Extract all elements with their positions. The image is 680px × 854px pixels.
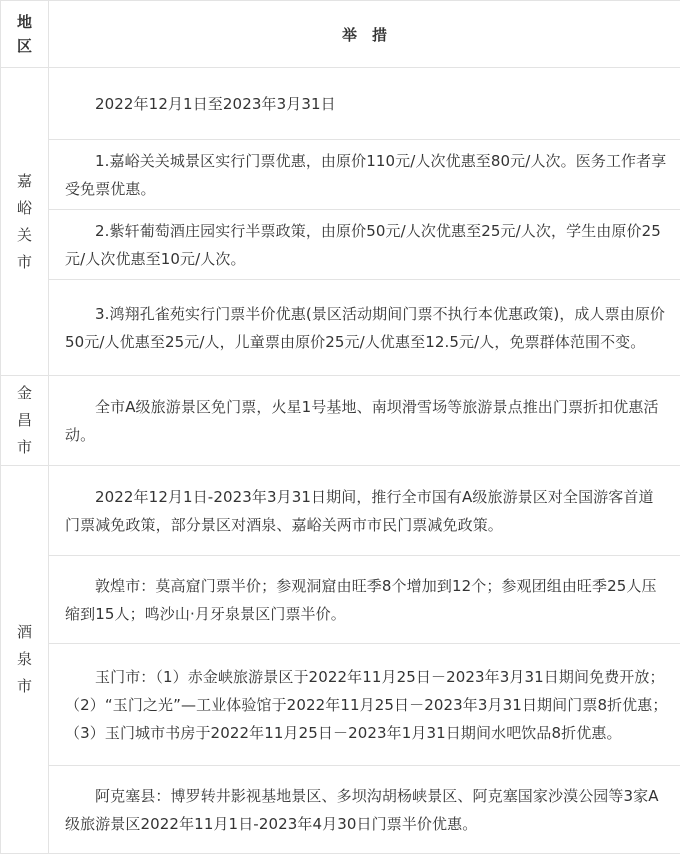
region-cell-jinchang: 金 昌 市	[1, 376, 49, 466]
table-row	[1, 376, 680, 466]
table-row	[1, 644, 680, 766]
measure-cell: 阿克塞县：博罗转井影视基地景区、多坝沟胡杨峡景区、阿克塞国家沙漠公园等3家A级旅游景区2022年11月1日-2023年4月30日门票半价优惠。	[49, 766, 680, 854]
region-cell-jiayuguan: 嘉 峪 关 市	[1, 68, 49, 376]
table-row	[1, 68, 680, 140]
measure-cell: 敦煌市：莫高窟门票半价；参观洞窟由旺季8个增加到12个；参观团组由旺季25人压缩到15人；鸣沙山·月牙泉景区门票半价。	[49, 556, 680, 644]
table-row	[1, 466, 680, 556]
table-row	[1, 140, 680, 210]
table-row	[1, 210, 680, 280]
header-row	[1, 1, 680, 68]
measure-cell: 2022年12月1日至2023年3月31日	[49, 68, 680, 140]
measure-cell: 全市A级旅游景区免门票，火星1号基地、南坝滑雪场等旅游景点推出门票折扣优惠活动。	[49, 376, 680, 466]
measure-cell: 1.嘉峪关关城景区实行门票优惠，由原价110元/人次优惠至80元/人次。医务工作者享受免票优惠。	[49, 140, 680, 210]
header-region: 地 区	[1, 1, 49, 68]
measure-cell: 玉门市：（1）赤金峡旅游景区于2022年11月25日－2023年3月31日期间免费开放；（2）“玉门之光”—工业体验馆于2022年11月25日－2023年3月31日期间门票8折优惠；（3）玉门城市书房于2022年11月25日－2023年1月31日期间水吧饮品8折优惠。	[49, 644, 680, 766]
table-row	[1, 766, 680, 854]
region-cell-jiuquan: 酒 泉 市	[1, 466, 49, 854]
table-row	[1, 280, 680, 376]
measure-cell: 2022年12月1日-2023年3月31日期间，推行全市国有A级旅游景区对全国游客首道门票减免政策，部分景区对酒泉、嘉峪关两市市民门票减免政策。	[49, 466, 680, 556]
measure-cell: 3.鸿翔孔雀苑实行门票半价优惠(景区活动期间门票不执行本优惠政策)，成人票由原价50元/人优惠至25元/人，儿童票由原价25元/人优惠至12.5元/人，免票群体范围不变。	[49, 280, 680, 376]
header-measures: 举 措	[49, 1, 680, 68]
measure-cell: 2.紫轩葡萄酒庄园实行半票政策，由原价50元/人次优惠至25元/人次，学生由原价25元/人次优惠至10元/人次。	[49, 210, 680, 280]
table-row	[1, 556, 680, 644]
